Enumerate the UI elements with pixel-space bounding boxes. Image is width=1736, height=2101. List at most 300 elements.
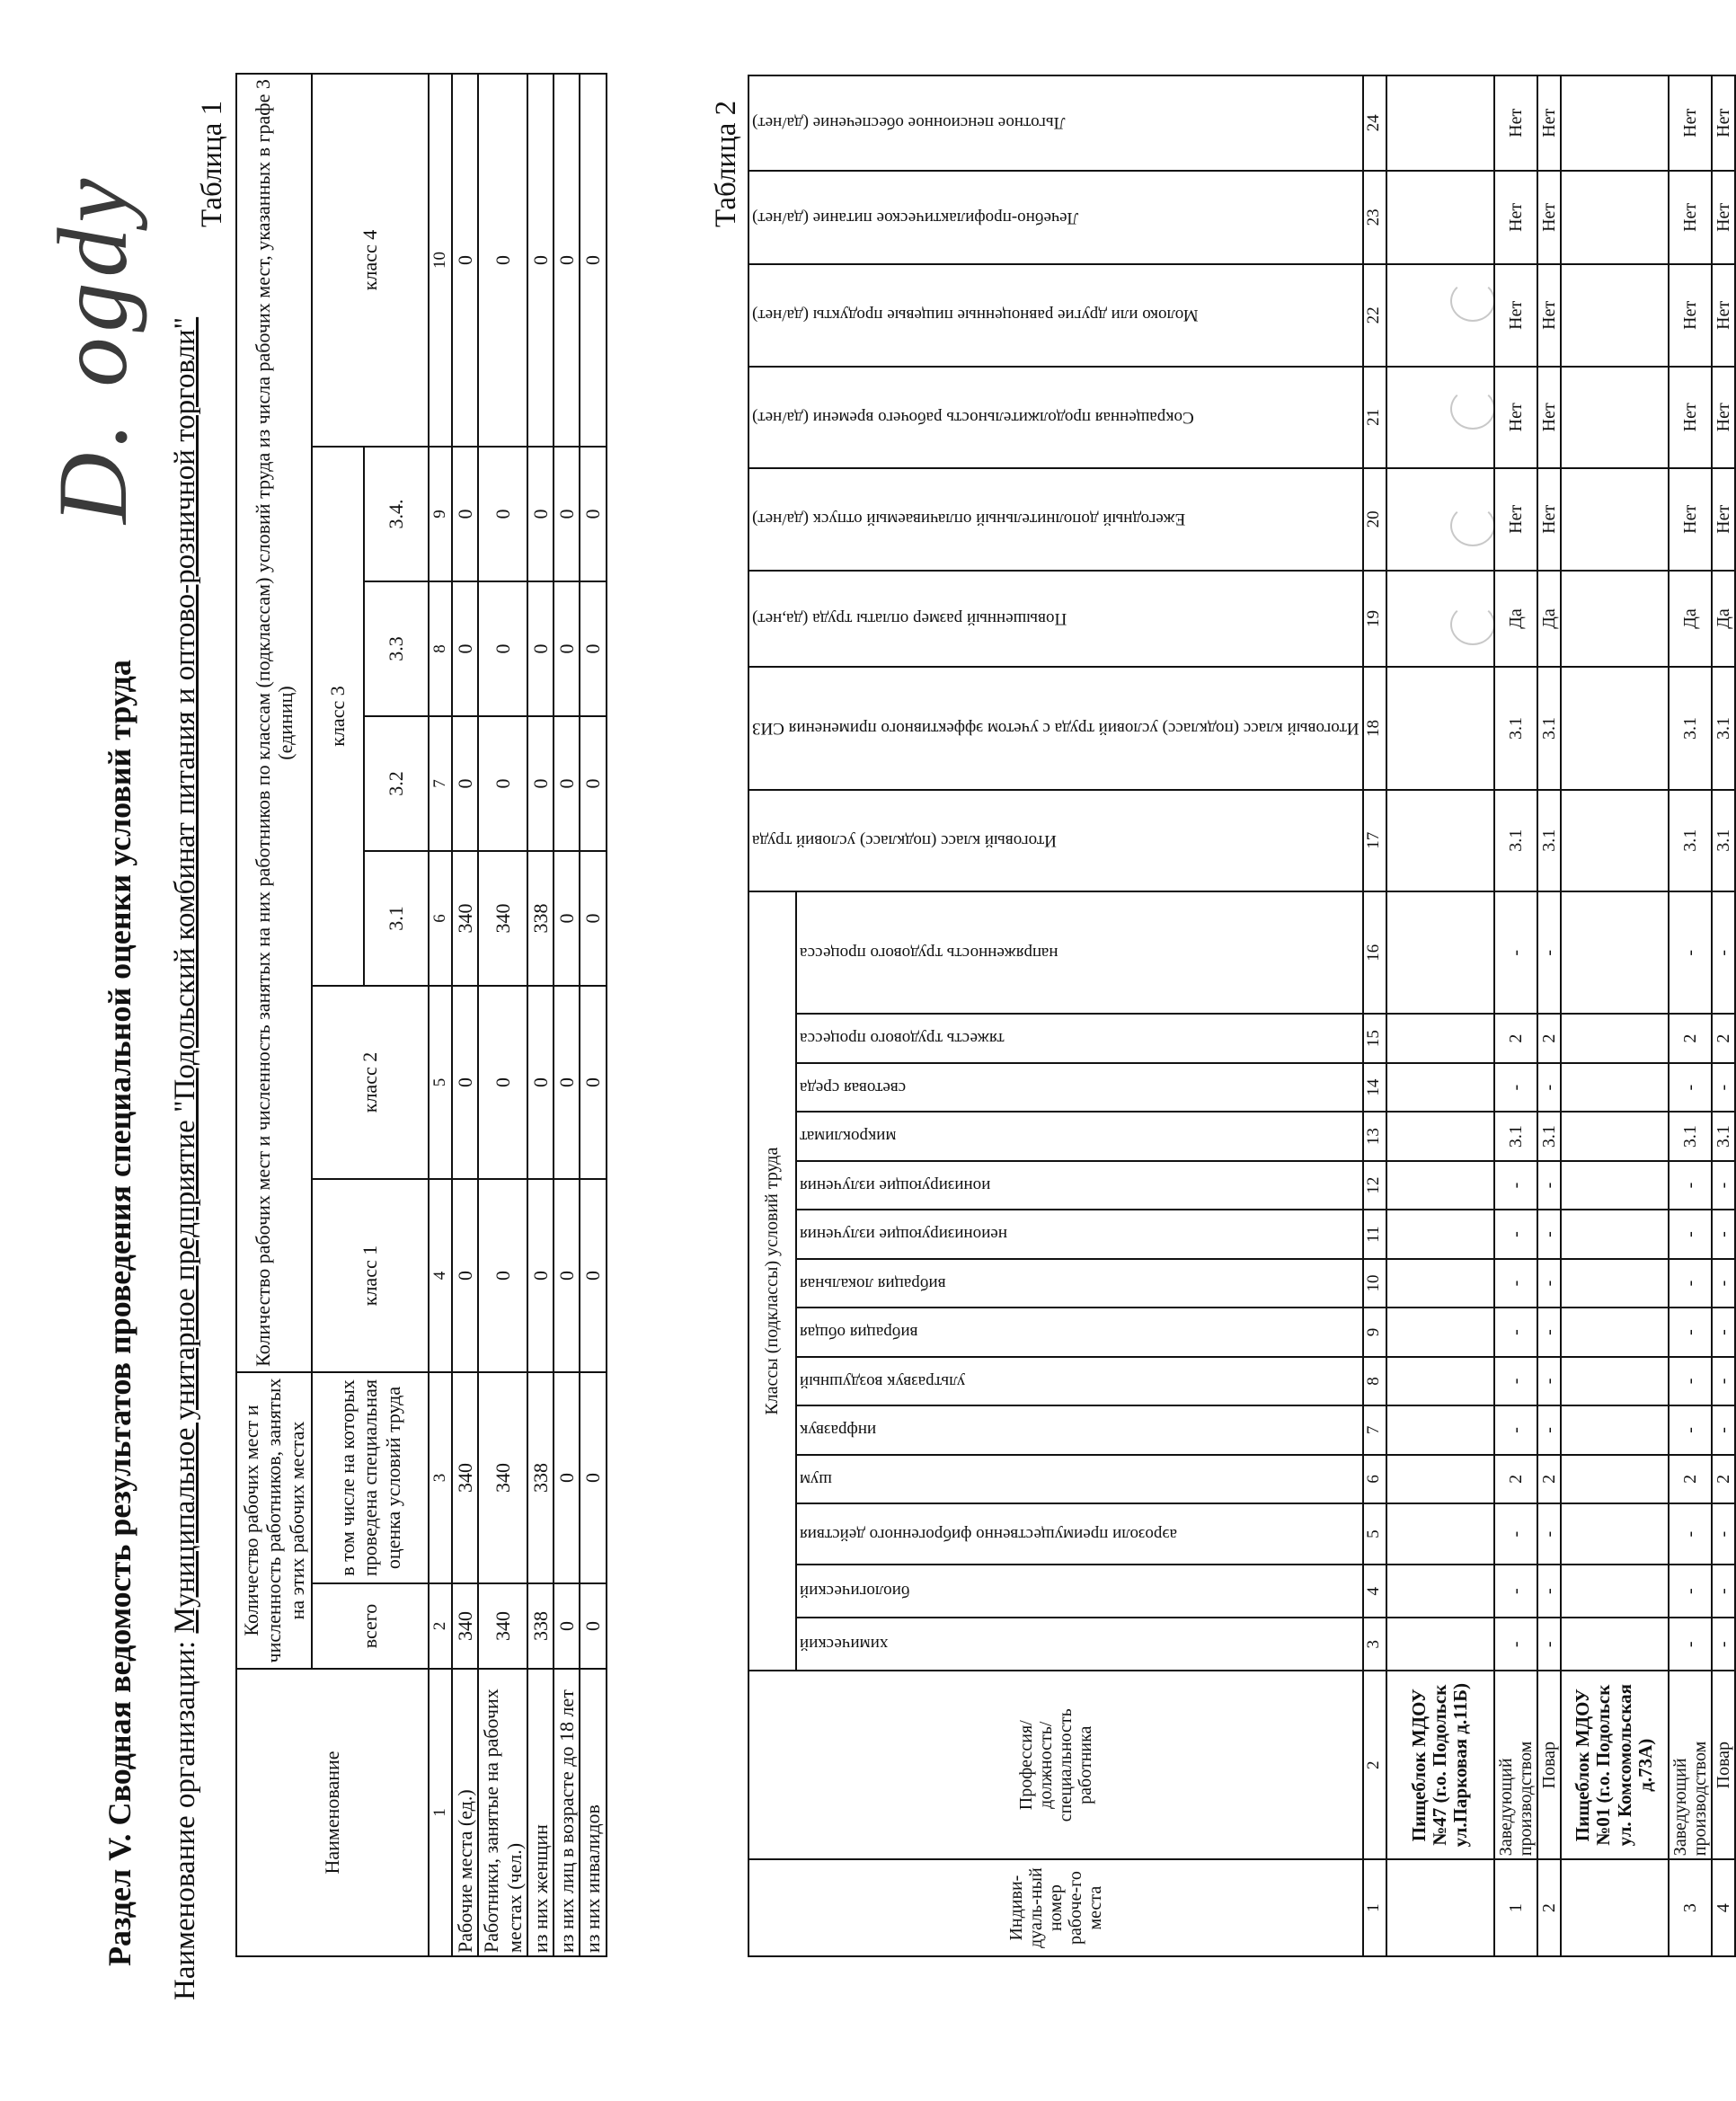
table-row <box>527 74 554 1956</box>
cell: 0 <box>452 447 478 581</box>
cell: 0 <box>527 447 554 581</box>
section-blank <box>1561 571 1669 668</box>
cell: - <box>1712 1161 1735 1210</box>
section-blank <box>1386 1161 1494 1210</box>
t2-col-number: 23 <box>1363 171 1386 264</box>
cell: - <box>1712 891 1735 1014</box>
t2-head-factor <box>796 1308 1363 1356</box>
cell: 340 <box>478 1583 527 1669</box>
section-blank <box>1561 1063 1669 1112</box>
workplace-table <box>748 75 1736 1957</box>
cell: 0 <box>478 1179 527 1372</box>
t2-head-factor-text: аэрозоли преимущественно фиброгенного действия <box>799 1524 1177 1544</box>
t1-col-number: 9 <box>429 447 452 581</box>
t1-col-number: 2 <box>429 1583 452 1669</box>
cell: 0 <box>580 851 606 986</box>
t2-col-number: 8 <box>1363 1357 1386 1405</box>
cell: Нет <box>1494 171 1537 264</box>
cell: - <box>1669 1503 1712 1565</box>
cell: 0 <box>580 74 606 447</box>
t1-col-number: 7 <box>429 716 452 851</box>
section-blank <box>1386 1405 1494 1454</box>
section-blank <box>1561 1357 1669 1405</box>
cell: - <box>1494 1063 1537 1112</box>
cell: Да <box>1669 571 1712 668</box>
t2-head-extra-text: Ежегодный дополнительный оплачиваемый отпуск (да/нет) <box>752 510 1186 529</box>
t2-col-number: 12 <box>1363 1161 1386 1210</box>
table-row <box>554 74 580 1956</box>
section-blank <box>1561 1618 1669 1671</box>
section-blank <box>1386 1308 1494 1356</box>
row-name: Работники, занятые на рабочих местах (чел.) <box>478 1669 527 1956</box>
cell: - <box>1494 1357 1537 1405</box>
cell: - <box>1537 1357 1561 1405</box>
summary-table <box>235 73 607 1957</box>
t1-head-classes: Количество рабочих мест и численность занятых на них работников по классам (подклассам) условий труда из числа рабочих мест, указанных в графе 3 (единиц) <box>236 74 312 1372</box>
row-name: Повар <box>1712 1671 1735 1859</box>
cell: Да <box>1712 571 1735 668</box>
cell: 0 <box>554 74 580 447</box>
cell: - <box>1494 1565 1537 1618</box>
section-blank <box>1561 1210 1669 1258</box>
t2-head-factor <box>796 1112 1363 1160</box>
t2-head-factor <box>796 891 1363 1014</box>
cell: - <box>1712 1405 1735 1454</box>
section-blank <box>1386 264 1494 366</box>
t2-head-factor <box>796 1210 1363 1258</box>
section-blank <box>1561 1014 1669 1062</box>
cell: - <box>1494 1503 1537 1565</box>
t2-col-number: 7 <box>1363 1405 1386 1454</box>
table-row <box>1537 75 1561 1956</box>
t1-head-class4: класс 4 <box>312 74 429 447</box>
cell: Нет <box>1712 468 1735 570</box>
organization-label: Наименование организации: <box>169 1633 201 2000</box>
section-blank <box>1386 1618 1494 1671</box>
t2-head-factor-text: микроклимат <box>799 1127 897 1147</box>
t1-head-sub31: 3.1 <box>364 851 429 986</box>
cell: 0 <box>527 74 554 447</box>
cell: 340 <box>452 851 478 986</box>
t2-head-factor-text: неионизирующие излучения <box>799 1225 1007 1245</box>
section-blank <box>1386 1259 1494 1308</box>
t2-head-extra-text: Сокращенная продолжительность рабочего времени (да/нет) <box>752 407 1194 427</box>
cell: - <box>1537 1618 1561 1671</box>
cell: - <box>1494 1405 1537 1454</box>
cell: - <box>1712 1503 1735 1565</box>
t2-head-factor-text: инфразвук <box>799 1421 876 1441</box>
t2-col-number: 22 <box>1363 264 1386 366</box>
section-blank <box>1561 1161 1669 1210</box>
cell: 338 <box>527 851 554 986</box>
organization-name: Муниципальное унитарное предприятие "Подольский комбинат питания и оптово-розничной торговли" <box>169 316 201 1634</box>
section-blank <box>1561 1455 1669 1503</box>
t2-head-factor-text: химический <box>799 1635 888 1654</box>
table-row <box>1669 75 1712 1956</box>
t2-head-extra-text: Молоко или другие равноценные пищевые продукты (да/нет) <box>752 306 1199 325</box>
t2-head-number: Индиви-дуаль-ный номер рабоче-го места <box>748 1859 1363 1956</box>
cell: - <box>1494 1618 1537 1671</box>
cell: - <box>1537 1503 1561 1565</box>
cell: - <box>1669 1618 1712 1671</box>
section-blank <box>1561 1405 1669 1454</box>
row-name: Заведующий производством <box>1669 1671 1712 1859</box>
cell: Нет <box>1494 264 1537 366</box>
section-blank <box>1386 891 1494 1014</box>
cell: 0 <box>478 447 527 581</box>
cell: 0 <box>527 581 554 716</box>
table-row <box>478 74 527 1956</box>
cell: 340 <box>478 851 527 986</box>
cell: 0 <box>478 716 527 851</box>
cell: 0 <box>452 581 478 716</box>
table1-label: Таблица 1 <box>196 100 228 227</box>
cell: - <box>1669 1357 1712 1405</box>
cell: Нет <box>1712 171 1735 264</box>
t2-head-factor <box>796 1014 1363 1062</box>
t2-col-number: 20 <box>1363 468 1386 570</box>
t1-head-sub33: 3.3 <box>364 581 429 716</box>
t2-head-factor-text: напряженность трудового процесса <box>799 943 1058 962</box>
t1-col-number: 6 <box>429 851 452 986</box>
cell: 0 <box>580 1372 606 1583</box>
t2-head-extra <box>748 264 1363 366</box>
section-blank <box>1561 1308 1669 1356</box>
cell: 340 <box>478 1372 527 1583</box>
table-row <box>452 74 478 1956</box>
cell: Нет <box>1669 75 1712 171</box>
section-title: Пищеблок МДОУ №47 (г.о. Подольск ул.Парковая д.11Б) <box>1386 1671 1494 1859</box>
table-row <box>1494 75 1537 1956</box>
cell: - <box>1494 1259 1537 1308</box>
cell: - <box>1494 1161 1537 1210</box>
t2-head-factor <box>796 1455 1363 1503</box>
section-title: Пищеблок МДОУ №01 (г.о. Подольск ул. Комсомольская д.73А) <box>1561 1671 1669 1859</box>
cell: 0 <box>478 581 527 716</box>
cell: - <box>1494 891 1537 1014</box>
t2-head-factor-text: шум <box>799 1469 832 1489</box>
table-row <box>580 74 606 1956</box>
t1-col-number: 5 <box>429 986 452 1179</box>
cell: 338 <box>527 1372 554 1583</box>
cell: 0 <box>554 1583 580 1669</box>
cell: 340 <box>452 1583 478 1669</box>
t1-head-class1: класс 1 <box>312 1179 429 1372</box>
cell: 0 <box>452 1179 478 1372</box>
cell: 0 <box>452 986 478 1179</box>
cell: 0 <box>580 581 606 716</box>
t2-head-factor-text: вибрация общая <box>799 1323 918 1343</box>
cell: 0 <box>580 447 606 581</box>
row-name: из них женщин <box>527 1669 554 1956</box>
table-row <box>1712 75 1735 1956</box>
cell: 0 <box>527 716 554 851</box>
cell: - <box>1537 891 1561 1014</box>
t2-head-extra <box>748 571 1363 668</box>
section-blank <box>1386 1210 1494 1258</box>
section-blank <box>1561 468 1669 570</box>
t2-col-number: 11 <box>1363 1210 1386 1258</box>
t1-head-sub32: 3.2 <box>364 716 429 851</box>
cell: 338 <box>527 1583 554 1669</box>
cell: - <box>1669 1210 1712 1258</box>
t1-head-sub34: 3.4. <box>364 447 429 581</box>
t2-head-factor <box>796 1405 1363 1454</box>
cell: 3.1 <box>1669 667 1712 789</box>
t2-col-number: 1 <box>1363 1859 1386 1956</box>
section-blank <box>1561 1259 1669 1308</box>
cell: 0 <box>580 716 606 851</box>
row-name: Повар <box>1537 1671 1561 1859</box>
t2-head-factor-text: ионизирующие излучения <box>799 1175 990 1195</box>
cell: - <box>1494 1308 1537 1356</box>
cell: Нет <box>1712 75 1735 171</box>
cell: - <box>1669 891 1712 1014</box>
cell: - <box>1712 1210 1735 1258</box>
t2-col-number: 21 <box>1363 367 1386 468</box>
cell: Нет <box>1712 367 1735 468</box>
cell: - <box>1537 1405 1561 1454</box>
t2-col-number: 4 <box>1363 1565 1386 1618</box>
t2-head-classes: Классы (подклассы) условий труда <box>748 891 796 1671</box>
section-blank <box>1386 171 1494 264</box>
cell: 2 <box>1494 1455 1537 1503</box>
t2-head-extra <box>748 75 1363 171</box>
t1-col-number: 1 <box>429 1669 452 1956</box>
cell: Нет <box>1669 171 1712 264</box>
cell: 2 <box>1537 1014 1561 1062</box>
cell: 3.1 <box>1494 667 1537 789</box>
cell: 0 <box>554 716 580 851</box>
cell: Нет <box>1537 367 1561 468</box>
cell: - <box>1537 1161 1561 1210</box>
section-blank <box>1561 264 1669 366</box>
cell: 340 <box>452 1372 478 1583</box>
t2-head-extra-text: Итоговый класс (подкласс) условий труда <box>752 830 1057 850</box>
cell: Нет <box>1669 468 1712 570</box>
cell: 2 <box>1669 1455 1712 1503</box>
cell: 0 <box>452 74 478 447</box>
cell: - <box>1669 1405 1712 1454</box>
section-blank <box>1561 1565 1669 1618</box>
cell: 0 <box>527 986 554 1179</box>
t1-col-number: 4 <box>429 1179 452 1372</box>
section-blank <box>1386 667 1494 789</box>
t1-head-total: всего <box>312 1583 429 1669</box>
t2-head-extra <box>748 468 1363 570</box>
t2-head-factor-text: вибрация локальная <box>799 1273 946 1293</box>
t1-head-class3: класс 3 <box>312 447 364 986</box>
section-blank <box>1386 790 1494 891</box>
cell: - <box>1537 1210 1561 1258</box>
section-blank <box>1386 1112 1494 1160</box>
t2-col-number: 13 <box>1363 1112 1386 1160</box>
section-number-cell <box>1386 1859 1494 1956</box>
row-number: 2 <box>1537 1859 1561 1956</box>
t2-col-number: 9 <box>1363 1308 1386 1356</box>
cell: 3.1 <box>1669 790 1712 891</box>
t2-col-number: 5 <box>1363 1503 1386 1565</box>
t2-col-number: 10 <box>1363 1259 1386 1308</box>
t2-head-extra <box>748 367 1363 468</box>
t2-col-number: 15 <box>1363 1014 1386 1062</box>
t2-head-extra-text: Лечебно-профилактическое питание (да/нет) <box>752 208 1079 227</box>
t1-head-workplaces: Количество рабочих мест и численность работников, занятых на этих рабочих местах <box>236 1372 312 1669</box>
row-number: 4 <box>1712 1859 1735 1956</box>
cell: - <box>1494 1210 1537 1258</box>
t2-col-number: 17 <box>1363 790 1386 891</box>
cell: 0 <box>554 447 580 581</box>
cell: - <box>1537 1308 1561 1356</box>
cell: 3.1 <box>1712 1112 1735 1160</box>
section-blank <box>1386 1565 1494 1618</box>
cell: - <box>1669 1161 1712 1210</box>
cell: 3.1 <box>1712 667 1735 789</box>
cell: 3.1 <box>1494 790 1537 891</box>
cell: - <box>1712 1618 1735 1671</box>
section-blank <box>1386 1063 1494 1112</box>
t2-head-extra <box>748 667 1363 789</box>
cell: - <box>1712 1063 1735 1112</box>
section-blank <box>1386 1357 1494 1405</box>
cell: Нет <box>1537 171 1561 264</box>
row-number: 3 <box>1669 1859 1712 1956</box>
section-blank <box>1386 75 1494 171</box>
t2-col-number: 24 <box>1363 75 1386 171</box>
cell: - <box>1669 1259 1712 1308</box>
section-blank <box>1561 367 1669 468</box>
cell: Да <box>1537 571 1561 668</box>
cell: Нет <box>1712 264 1735 366</box>
t2-head-factor <box>796 1259 1363 1308</box>
cell: 0 <box>478 74 527 447</box>
row-name: Заведующий производством <box>1494 1671 1537 1859</box>
row-name: из них инвалидов <box>580 1669 606 1956</box>
cell: Нет <box>1537 75 1561 171</box>
cell: 3.1 <box>1669 1112 1712 1160</box>
organization-line <box>169 113 202 2000</box>
row-name: Рабочие места (ед.) <box>452 1669 478 1956</box>
t1-col-number: 8 <box>429 581 452 716</box>
cell: - <box>1537 1565 1561 1618</box>
section-blank <box>1386 468 1494 570</box>
section-blank <box>1561 171 1669 264</box>
section-blank <box>1561 1503 1669 1565</box>
cell: 0 <box>554 581 580 716</box>
t2-head-extra-text: Итоговый класс (подкласс) условий труда с учетом эффективного применения СИЗ <box>752 719 1360 739</box>
t1-head-assessed: в том числе на которых проведена специальная оценка условий труда <box>312 1372 429 1583</box>
cell: Нет <box>1669 264 1712 366</box>
table2-label: Таблица 2 <box>710 100 742 227</box>
t2-head-factor-text: световая среда <box>799 1077 906 1097</box>
section-blank <box>1561 667 1669 789</box>
t2-head-factor <box>796 1503 1363 1565</box>
t2-col-number: 19 <box>1363 571 1386 668</box>
cell: - <box>1669 1063 1712 1112</box>
cell: Нет <box>1537 468 1561 570</box>
cell: 0 <box>527 1179 554 1372</box>
cell: Нет <box>1537 264 1561 366</box>
cell: 2 <box>1712 1455 1735 1503</box>
cell: 0 <box>554 851 580 986</box>
t2-col-number: 3 <box>1363 1618 1386 1671</box>
cell: Нет <box>1494 367 1537 468</box>
t2-head-factor <box>796 1618 1363 1671</box>
section-blank <box>1386 1014 1494 1062</box>
t2-col-number: 16 <box>1363 891 1386 1014</box>
t2-col-number: 18 <box>1363 667 1386 789</box>
t2-head-factor <box>796 1161 1363 1210</box>
cell: - <box>1669 1308 1712 1356</box>
cell: 0 <box>580 986 606 1179</box>
t2-head-factor-text: биологический <box>799 1582 910 1601</box>
cell: - <box>1669 1565 1712 1618</box>
cell: - <box>1712 1565 1735 1618</box>
cell: - <box>1537 1259 1561 1308</box>
section-row <box>1386 75 1494 1956</box>
section-blank <box>1386 571 1494 668</box>
cell: 3.1 <box>1537 667 1561 789</box>
t1-col-number: 10 <box>429 74 452 447</box>
cell: 0 <box>554 986 580 1179</box>
t2-head-extra <box>748 790 1363 891</box>
cell: 2 <box>1712 1014 1735 1062</box>
t2-head-extra <box>748 171 1363 264</box>
cell: 0 <box>580 1179 606 1372</box>
section-blank <box>1386 1503 1494 1565</box>
section-blank <box>1386 367 1494 468</box>
t1-col-number: 3 <box>429 1372 452 1583</box>
cell: Нет <box>1669 367 1712 468</box>
t2-col-number: 14 <box>1363 1063 1386 1112</box>
cell: 0 <box>452 716 478 851</box>
t2-col-number: 6 <box>1363 1455 1386 1503</box>
page-title: Раздел V. Сводная ведомость результатов проведения специальной оценки условий труда <box>102 660 137 1966</box>
cell: Да <box>1494 571 1537 668</box>
t2-head-factor <box>796 1357 1363 1405</box>
t2-head-extra-text: Льготное пенсионное обеспечение (да/нет) <box>752 113 1066 133</box>
t1-head-name: Наименование <box>236 1669 429 1956</box>
cell: 2 <box>1494 1014 1537 1062</box>
cell: 3.1 <box>1537 790 1561 891</box>
row-number: 1 <box>1494 1859 1537 1956</box>
handwritten-note: D. ogdy <box>38 173 147 524</box>
t1-head-class2: класс 2 <box>312 986 429 1179</box>
cell: 3.1 <box>1712 790 1735 891</box>
cell: 3.1 <box>1537 1112 1561 1160</box>
t2-head-profession: Профессия/ должность/ специальность работника <box>748 1671 1363 1859</box>
section-blank <box>1561 1112 1669 1160</box>
cell: - <box>1537 1063 1561 1112</box>
cell: - <box>1712 1259 1735 1308</box>
cell: - <box>1712 1357 1735 1405</box>
cell: Нет <box>1494 468 1537 570</box>
cell: 2 <box>1669 1014 1712 1062</box>
cell: 3.1 <box>1494 1112 1537 1160</box>
t2-head-factor <box>796 1565 1363 1618</box>
t2-head-factor-text: тяжесть трудового процесса <box>799 1029 1005 1049</box>
cell: 0 <box>554 1179 580 1372</box>
cell: 0 <box>478 986 527 1179</box>
section-blank <box>1561 75 1669 171</box>
t2-head-extra-text: Повышенный размер оплаты труда (да,нет) <box>752 609 1067 629</box>
section-blank <box>1561 790 1669 891</box>
section-blank <box>1386 1455 1494 1503</box>
t2-head-factor <box>796 1063 1363 1112</box>
t2-col-number: 2 <box>1363 1671 1386 1859</box>
row-name: из них лиц в возрасте до 18 лет <box>554 1669 580 1956</box>
cell: Нет <box>1494 75 1537 171</box>
